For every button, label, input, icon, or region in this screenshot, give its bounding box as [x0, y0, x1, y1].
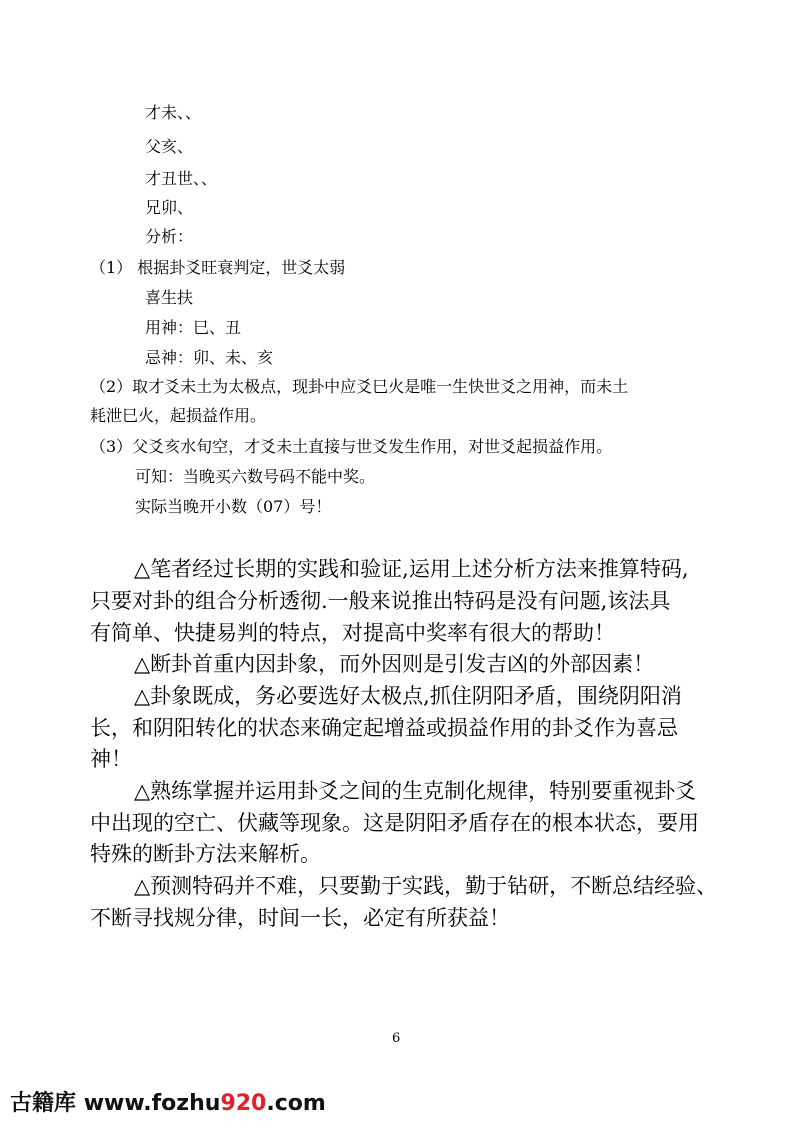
site-url-suffix: .com [266, 1091, 326, 1116]
paragraph-line: 特殊的断卦方法来解析。 [90, 842, 321, 866]
paragraph-line: △熟练掌握并运用卦爻之间的生克制化规律，特别要重视卦爻 [134, 779, 697, 803]
text-line: 才未、、 [145, 103, 202, 122]
site-url-prefix: www.fozhu [83, 1091, 221, 1116]
paragraph-line: △笔者经过长期的实践和验证,运用上述分析方法来推算特码, [134, 557, 689, 581]
text-line: 父亥、 [145, 137, 194, 156]
paragraph-line: 只要对卦的组合分析透彻.一般来说推出特码是没有问题,该法具 [90, 589, 671, 613]
text-line: 忌神：卯、未、亥 [145, 348, 274, 367]
paragraph-line: 不断寻找规分律，时间一长，必定有所获益！ [90, 906, 510, 930]
paragraph-line: △卦象既成，务必要选好太极点,抓住阴阳矛盾，围绕阴阳消 [134, 684, 682, 708]
page-number: 6 [392, 1031, 401, 1046]
site-url-number: 920 [220, 1091, 267, 1116]
paragraph-line: 有简单、快捷易判的特点，对提高中奖率有很大的帮助！ [90, 621, 615, 645]
paragraph-line: △断卦首重内因卦象，而外因则是引发吉凶的外部因素！ [134, 652, 655, 676]
paragraph-line: 中出现的空亡、伏藏等现象。这是阴阳矛盾存在的根本状态，要用 [90, 811, 699, 835]
text-line: 分析： [145, 227, 194, 246]
text-line: （1） 根据卦爻旺衰判定，世爻太弱 [90, 258, 346, 277]
text-line: 可知：当晚买六数号码不能中奖。 [135, 467, 376, 486]
site-watermark [10, 1086, 326, 1117]
text-line: 实际当晚开小数（07）号！ [135, 497, 332, 516]
text-line: 用神：巳、丑 [145, 318, 242, 337]
text-line: 才丑世、、 [145, 169, 218, 188]
text-line: 喜生扶 [145, 288, 194, 307]
site-name: 古籍库 [10, 1091, 77, 1116]
text-line: 耗泄巳火，起损益作用。 [90, 406, 267, 425]
paragraph-line: △预测特码并不难，只要勤于实践，勤于钻研，不断总结经验、 [134, 874, 718, 898]
paragraph-line: 神！ [90, 747, 132, 771]
paragraph-line: 长，和阴阳转化的状态来确定起增益或损益作用的卦爻作为喜忌 [90, 716, 678, 740]
text-line: （3）父爻亥水旬空，才爻未土直接与世爻发生作用，对世爻起损益作用。 [90, 437, 613, 456]
text-line: 兄卯、 [145, 198, 194, 217]
text-line: （2）取才爻未土为太极点，现卦中应爻巳火是唯一生快世爻之用神，而未土 [90, 377, 629, 396]
